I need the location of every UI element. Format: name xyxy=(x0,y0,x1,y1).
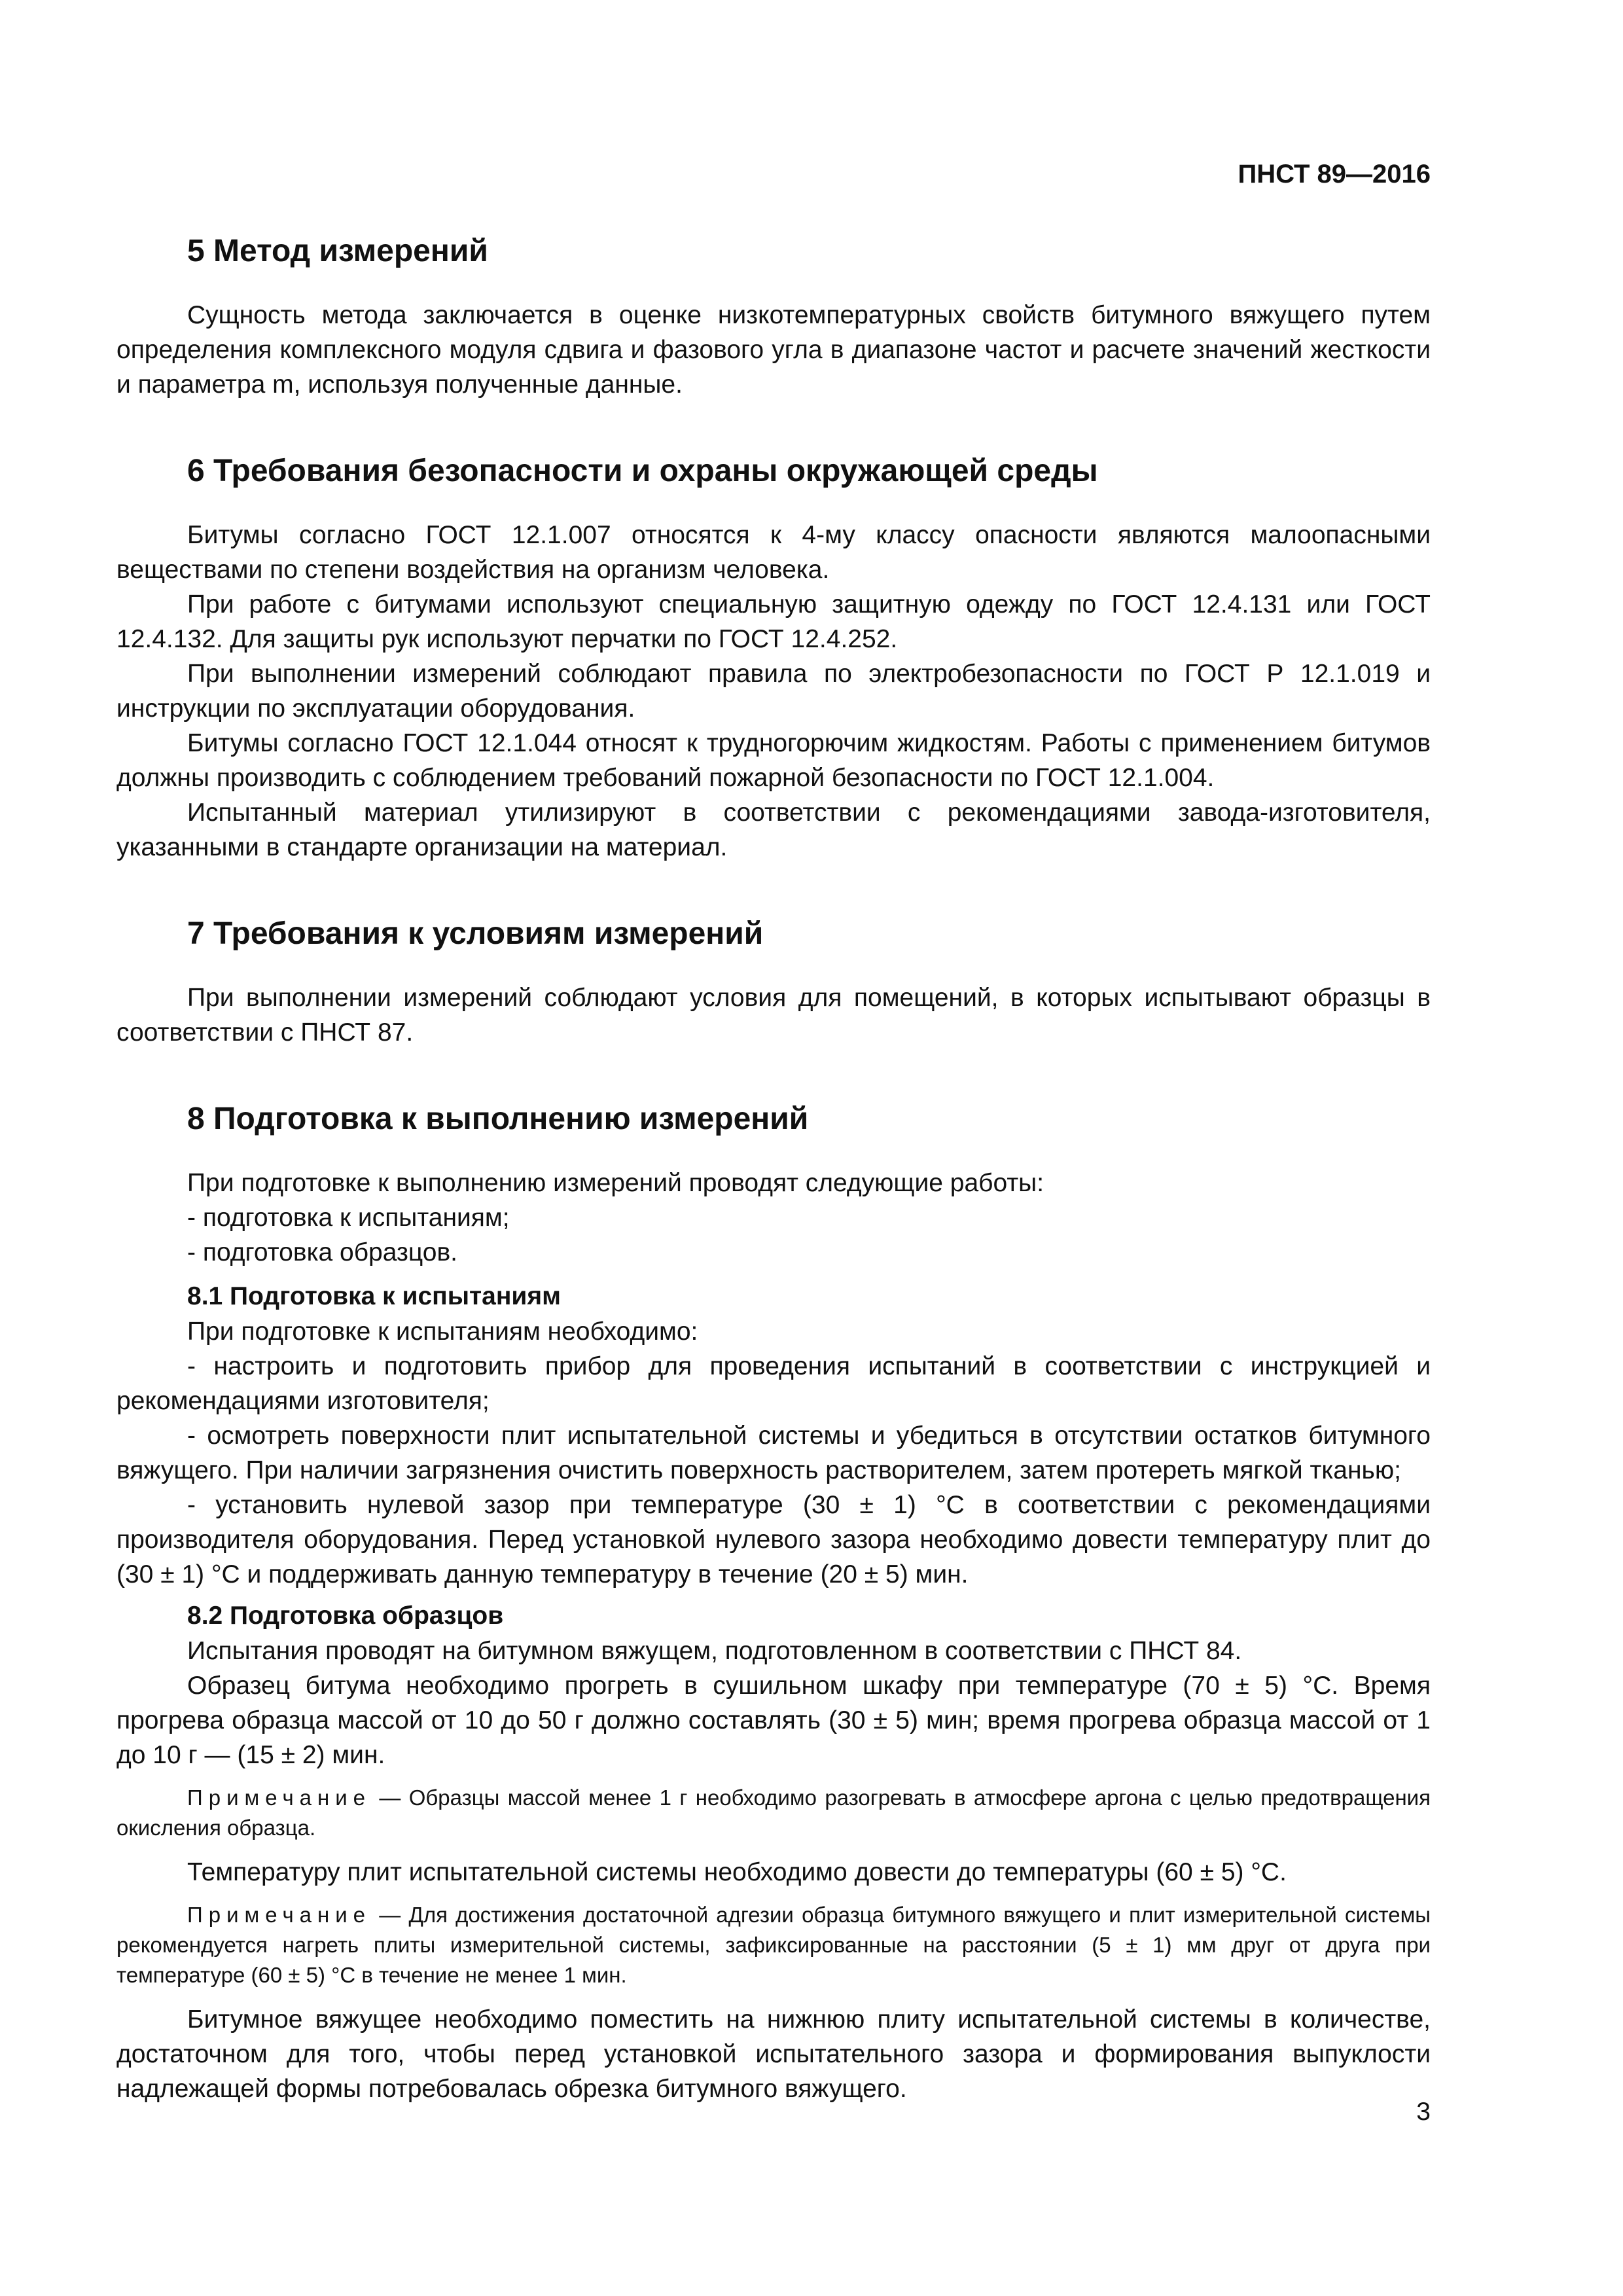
s82-paragraph-4: Битумное вяжущее необходимо поместить на нижнюю плиту испытательной системы в количестве, достаточном для того, чтобы перед установкой испытательного зазора и формирования выпуклости надлежащей формы потребовалась обрезка битумного вяжущего. xyxy=(116,2005,1431,2103)
note-1 xyxy=(116,1783,1431,1843)
s8-list-item-2: - подготовка образцов. xyxy=(187,1238,458,1266)
note-2 xyxy=(116,1900,1431,1990)
section-7-title: 7 Требования к условиям измерений xyxy=(187,916,764,951)
s81-paragraph-1: При подготовке к испытаниям необходимо: xyxy=(187,1318,698,1346)
s8-list-item-1: - подготовка к испытаниям; xyxy=(187,1204,510,1232)
document-header: ПНСТ 89—2016 xyxy=(1238,160,1431,188)
s6-paragraph-1: Битумы согласно ГОСТ 12.1.007 относятся к 4-му классу опасности являются малоопасными веществами по степени воздействия на организм человека. xyxy=(116,521,1431,584)
page-number: 3 xyxy=(1416,2098,1431,2126)
section-6-title: 6 Требования безопасности и охраны окружающей среды xyxy=(187,454,1098,488)
s82-paragraph-1: Испытания проводят на битумном вяжущем, подготовленном в соответствии с ПНСТ 84. xyxy=(187,1637,1242,1665)
s8-paragraph-1: При подготовке к выполнению измерений проводят следующие работы: xyxy=(187,1169,1044,1197)
s81-paragraph-4: - установить нулевой зазор при температуре (30 ± 1) °С в соответствии с рекомендациями производителя оборудования. Перед установкой нулевого зазора необходимо довести температуру плит до (30 ± 1) °С и поддерживать данную температуру в течение (20 ± 5) мин. xyxy=(116,1491,1431,1588)
note-2-label: Примечание xyxy=(187,1903,372,1927)
note-1-text: — Образцы массой менее 1 г необходимо разогревать в атмосфере аргона с целью предотвращения окисления образца. xyxy=(116,1785,1431,1840)
s6-paragraph-2: При работе с битумами используют специальную защитную одежду по ГОСТ 12.4.131 или ГОСТ 12.4.132. Для защиты рук используют перчатки по ГОСТ 12.4.252. xyxy=(116,590,1431,653)
s6-paragraph-4: Битумы согласно ГОСТ 12.1.044 относят к трудногорючим жидкостям. Работы с применением битумов должны производить с соблюдением требований пожарной безопасности по ГОСТ 12.1.004. xyxy=(116,729,1431,792)
note-1-label: Примечание xyxy=(187,1785,372,1810)
subsection-8-2-title: 8.2 Подготовка образцов xyxy=(187,1602,504,1630)
s6-paragraph-5: Испытанный материал утилизируют в соответствии с рекомендациями завода-изготовителя, указанными в стандарте организации на материал. xyxy=(116,798,1431,861)
s6-paragraph-3: При выполнении измерений соблюдают правила по электробезопасности по ГОСТ Р 12.1.019 и инструкции по эксплуатации оборудования. xyxy=(116,660,1431,723)
s81-paragraph-3: - осмотреть поверхности плит испытательной системы и убедиться в отсутствии остатков битумного вяжущего. При наличии загрязнения очистить поверхность растворителем, затем протереть мягкой тканью; xyxy=(116,1422,1431,1484)
page-content xyxy=(116,223,1431,2106)
s82-paragraph-3: Температуру плит испытательной системы необходимо довести до температуры (60 ± 5) °С. xyxy=(187,1858,1287,1886)
section-5-title: 5 Метод измерений xyxy=(187,234,488,268)
s82-paragraph-2: Образец битума необходимо прогреть в сушильном шкафу при температуре (70 ± 5) °С. Время прогрева образца массой от 10 до 50 г должно составлять (30 ± 5) мин; время прогрева образца массой от 1 до 10 г — (15 ± 2) мин. xyxy=(116,1672,1431,1769)
section-8-title: 8 Подготовка к выполнению измерений xyxy=(187,1102,809,1136)
note-2-text: — Для достижения достаточной адгезии образца битумного вяжущего и плит измерительной системы рекомендуется нагреть плиты измерительной системы, зафиксированные на расстоянии (5 ± 1) мм друг от друга при температуре (60 ± 5) °С в течение не менее 1 мин. xyxy=(116,1903,1431,1987)
s81-paragraph-2: - настроить и подготовить прибор для проведения испытаний в соответствии с инструкцией и рекомендациями изготовителя; xyxy=(116,1352,1431,1415)
subsection-8-1-title: 8.1 Подготовка к испытаниям xyxy=(187,1282,561,1310)
s5-paragraph-1: Сущность метода заключается в оценке низкотемпературных свойств битумного вяжущего путем определения комплексного модуля сдвига и фазового угла в диапазоне частот и расчете значений жесткости и параметра m, используя полученные данные. xyxy=(116,301,1431,399)
s7-paragraph-1: При выполнении измерений соблюдают условия для помещений, в которых испытывают образцы в соответствии с ПНСТ 87. xyxy=(116,984,1431,1047)
